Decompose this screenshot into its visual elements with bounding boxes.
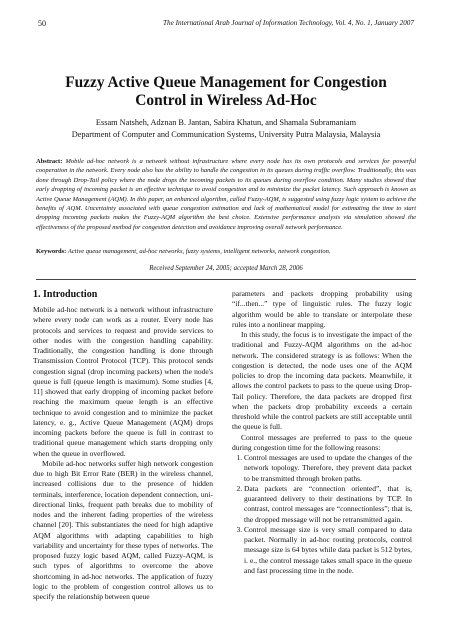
intro-paragraph-4: In this study, the focus is to investigate the impact of the traditional and Fuzzy-AQM algorithms on the ad-hoc network. The considered strategy is as follows: When the congestion is detected, the node uses one of the AQM policies to drop the incoming data packets. Meanwhile, it allows the control packets to pass to the queue using Drop-Tail policy. Therefore, the data packets are dropped first when the packets drop probability exceeds a certain threshold while the control packets are still acceptable until the queue is full. [232,330,412,432]
author-affiliation: Department of Computer and Communication Systems, University Putra Malaysia, Malaysia [71,129,381,139]
list-item: 1. Control messages are used to update the changes of the network topology. Therefore, they prevent data packet to be transmitted through broken paths. [244,453,412,484]
paper-title [30,74,422,110]
paper-title-line-2: Control in Wireless Ad-Hoc [135,92,317,109]
intro-paragraph-2: Mobile ad-hoc networks suffer high network congestion due to high Bit Error Rate (BER) in the wireless channel, increased collisions due to the presence of hidden terminals, interference, location dependent connection, uni-directional links, frequent path breaks due to mobility of nodes and the inherent fading properties of the wireless channel [20]. This substantiates the need for high adaptive AQM algorithms with adapting capabilities to high variability and uncertainty for these types of networks. The proposed fuzzy logic based AQM, called Fuzzy-AQM, is such types of algorithms to overcome the above shortcoming in ad-hoc networks. The application of fuzzy logic to the problem of congestion control allows us to specify the relationship between queue [33,458,213,601]
reasons-list [232,453,412,576]
page-number: 50 [38,19,46,28]
left-column [33,289,213,602]
intro-paragraph-1: Mobile ad-hoc network is a network without infrastructure where every node can work as a router. Every node has protocols and services to request and provide services to other nodes with the congestion handling capability. Traditionally, the congestion handling is done through Transmission Control Protocol (TCP). This protocol sends congestion signal (drop incoming packets) when the node's queue is full (queue length is maximum). Some studies [4, 11] showed that early dropping of incoming packet before reaching the maximum queue length is an effective technique to avoid congestion and to minimize the packet latency, e. g., Active Queue Management (AQM) drops incoming packets before the queue is full in contrast to traditional queue management which starts dropping only when the queue in overflowed. [33,305,213,458]
list-item: 2. Data packets are “connection oriented”, that is, guaranteed delivery to their destinations by TCP. In contrast, control messages are “connectionless”; that is, the dropped message will not be retransmitted again. [244,484,412,525]
journal-citation: The International Arab Journal of Information Technology, Vol. 4, No. 1, January 2007 [163,19,414,27]
intro-paragraph-3: parameters and packets dropping probability using “if...then...” type of linguistic rules. The fuzzy logic algorithm would be able to translate or interpolate these rules into a nonlinear mapping. [232,289,412,329]
abstract [36,157,416,232]
abstract-text: Mobile ad-hoc network is a network without infrastructure where every node has its own protocols and services for powerful cooperation in the network. Every node also has the ability to handle the congestion in its queues during traffic overflow. Traditionally, this was done through Drop-Tail policy where the node drops the incoming packets to its queues during overflow condition. Many studies showed that early dropping of incoming packet is an effective technique to avoid congestion and to minimize the packet latency. Such approach is known as Active Queue Management (AQM). In this paper, an enhanced algorithm, called Fuzzy-AQM, is suggested using fuzzy logic system to achieve the benefits of AQM. Uncertainty associated with queue congestion estimation and lack of mathematical model for estimating the time to start dropping incoming packets makes the Fuzzy-AQM algorithm the best choice. Extensive performance analysis via simulation showed the effectiveness of the proposed method for congestion detection and avoidance improving overall network performance. [36,158,417,231]
section-divider [36,279,416,280]
section-heading-introduction: 1. Introduction [33,289,98,300]
right-column [232,289,412,576]
list-item: 3. Control message size is very small compared to data packet. Normally in ad-hoc routing protocols, control message size is 64 bytes while data packet is 512 bytes, i. e., the control message takes small space in the queue and fast processing time in the node. [244,525,412,576]
keywords-label: Keywords: [36,248,67,255]
intro-paragraph-5: Control messages are preferred to pass to the queue during congestion time for the following reasons: [232,432,412,452]
author-names: Essam Natsheh, Adznan B. Jantan, Sabira Khatun, and Shamala Subramaniam [95,118,357,127]
abstract-label: Abstract: [36,158,63,165]
paper-title-line-1: Fuzzy Active Queue Management for Congestion [65,74,387,91]
author-block [30,117,422,140]
keywords [36,247,416,256]
received-dates: Received September 24, 2005; accepted March 28, 2006 [149,265,303,272]
keywords-text: Active queue management, ad-hoc networks, fuzzy systems, intelligent networks, network congestion. [67,248,331,255]
running-header [38,19,414,31]
